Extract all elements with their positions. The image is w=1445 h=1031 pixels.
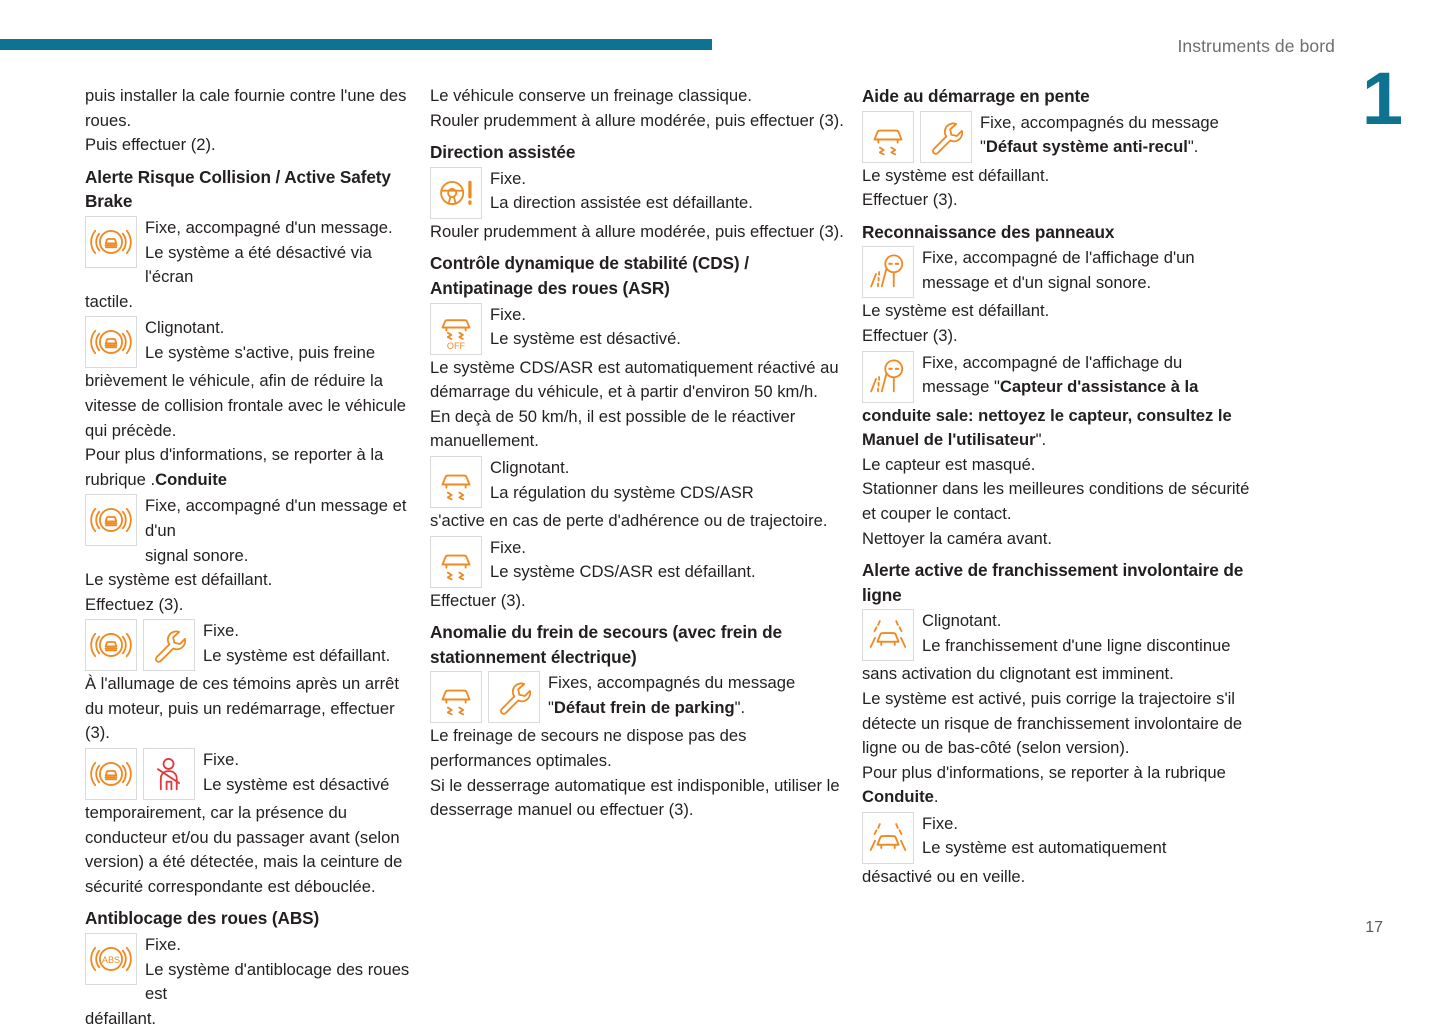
body-paragraph: La régulation du système CDS/ASR bbox=[490, 482, 754, 502]
body-paragraph: Effectuer (3). bbox=[862, 190, 958, 210]
body-paragraph: Rouler prudemment à allure modérée, puis effectuer (3). bbox=[430, 221, 844, 241]
body-paragraph bbox=[922, 351, 1267, 376]
page-number: 17 bbox=[1365, 919, 1383, 936]
tell-tale-description bbox=[980, 111, 1267, 161]
col-2-b14-l1-seg-2: ". bbox=[734, 697, 746, 717]
col-3-b8-l1-seg-0: message " bbox=[922, 377, 1000, 397]
page-columns bbox=[0, 84, 1445, 1031]
tell-tale-entry bbox=[862, 246, 1267, 299]
col-2-b14-l1-seg-0: " bbox=[548, 697, 554, 717]
tell-tale-entry bbox=[85, 316, 412, 369]
esp-icon bbox=[430, 671, 482, 723]
tell-tale-group bbox=[430, 536, 482, 588]
body-paragraph bbox=[862, 761, 1267, 810]
svg-text:ABS: ABS bbox=[101, 954, 121, 965]
lane-departure-icon bbox=[862, 812, 914, 864]
body-paragraph: Le système est activé, puis corrige la trajectoire s'il détecte un risque de franchissement involontaire de ligne ou de bas-côté (selon version). bbox=[862, 688, 1243, 758]
body-paragraph: Le capteur est masqué. bbox=[862, 454, 1036, 474]
tell-tale-group bbox=[430, 671, 540, 723]
body-paragraph: Fixe. bbox=[203, 621, 239, 641]
body-paragraph: Le système d'antiblocage des roues est bbox=[145, 959, 410, 1004]
body-paragraph: Fixe, accompagné d'un message et d'un bbox=[145, 496, 407, 540]
section-heading: Antiblocage des roues (ABS) bbox=[85, 908, 320, 929]
tell-tale-entry bbox=[85, 933, 412, 1007]
body-paragraph: brièvement le véhicule, afin de réduire la vitesse de collision frontale avec le véhicule qui précède. bbox=[85, 371, 406, 440]
text-column-2 bbox=[430, 84, 862, 1031]
col-3-b1-l1-seg-0: " bbox=[980, 137, 986, 157]
body-paragraph: Le système est défaillant. bbox=[85, 570, 273, 590]
tell-tale-entry bbox=[85, 619, 412, 672]
body-paragraph: Effectuer (3). bbox=[430, 590, 526, 610]
tell-tale-description bbox=[145, 316, 412, 366]
body-paragraph: Fixe. bbox=[490, 537, 526, 557]
tell-tale-entry bbox=[430, 303, 844, 356]
tell-tale-description bbox=[490, 536, 844, 586]
body-paragraph: Effectuez (3). bbox=[85, 594, 184, 614]
tell-tale-entry bbox=[430, 536, 844, 589]
collision-warning-icon bbox=[85, 216, 137, 268]
tell-tale-entry bbox=[862, 111, 1267, 164]
esp-icon bbox=[430, 536, 482, 588]
body-paragraph: Le système est désactivé bbox=[203, 774, 390, 794]
body-paragraph: message et d'un signal sonore. bbox=[922, 272, 1152, 292]
page-header-title: Instruments de bord bbox=[1177, 36, 1335, 56]
tell-tale-description bbox=[203, 748, 412, 798]
tell-tale-description bbox=[145, 933, 412, 1007]
body-paragraph bbox=[85, 443, 412, 492]
tell-tale-group bbox=[85, 748, 195, 800]
col-3-b8-l0-seg-0: Fixe, accompagné de l'affichage du bbox=[922, 352, 1183, 372]
esp-icon bbox=[862, 111, 914, 163]
wrench-icon bbox=[143, 619, 195, 671]
traffic-sign-recognition-icon bbox=[862, 351, 914, 403]
tell-tale-group bbox=[862, 351, 914, 403]
tell-tale-description bbox=[548, 671, 844, 721]
tell-tale-description bbox=[922, 246, 1267, 296]
tell-tale-description bbox=[490, 167, 844, 217]
body-paragraph: Le franchissement d'une ligne discontinue bbox=[922, 635, 1231, 655]
tell-tale-entry bbox=[430, 671, 844, 724]
tell-tale-group bbox=[430, 303, 482, 355]
tell-tale-entry bbox=[430, 456, 844, 509]
tell-tale-group bbox=[85, 316, 137, 368]
tell-tale-description bbox=[922, 351, 1267, 401]
col-3-b1-l1-seg-1: Défaut système anti-recul bbox=[985, 137, 1188, 157]
section-heading: Alerte Risque Collision / Active Safety Brake bbox=[85, 166, 391, 212]
lane-departure-icon bbox=[862, 609, 914, 661]
section-heading: Contrôle dynamique de stabilité (CDS) / Antipatinage des roues (ASR) bbox=[430, 253, 749, 298]
tell-tale-entry bbox=[430, 167, 844, 220]
body-paragraph bbox=[862, 404, 1267, 453]
body-paragraph: sans activation du clignotant est imminent. bbox=[862, 664, 1174, 684]
body-paragraph: Clignotant. bbox=[145, 318, 225, 338]
body-paragraph: À l'allumage de ces témoins après un arrêt du moteur, puis un redémarrage, effectuer (3). bbox=[85, 674, 400, 743]
body-paragraph: Le système est défaillant. bbox=[862, 301, 1050, 321]
body-paragraph bbox=[980, 111, 1267, 136]
svg-text:OFF: OFF bbox=[446, 340, 466, 351]
body-paragraph: Le système est désactivé. bbox=[490, 329, 681, 349]
body-paragraph: Effectuer (3). bbox=[862, 325, 958, 345]
tell-tale-group bbox=[85, 494, 137, 546]
col-1-b7-seg-0: Pour plus d'informations, se reporter à la rubrique . bbox=[85, 445, 384, 489]
tell-tale-entry bbox=[862, 609, 1267, 662]
tell-tale-description bbox=[145, 216, 412, 290]
traffic-sign-recognition-icon bbox=[862, 246, 914, 298]
tell-tale-group bbox=[430, 456, 482, 508]
tell-tale-description bbox=[922, 609, 1267, 659]
tell-tale-group bbox=[85, 933, 137, 985]
col-3-b8-cont-seg-0: conduite sale: nettoyez le capteur, consultez le Manuel de l'utilisateur bbox=[862, 405, 1232, 450]
chapter-number: 1 bbox=[1361, 57, 1403, 140]
body-paragraph: Puis effectuer (2). bbox=[85, 135, 216, 155]
body-paragraph: Si le desserrage automatique est indisponible, utiliser le desserrage manuel ou effectuer (3). bbox=[430, 775, 840, 820]
collision-warning-icon bbox=[85, 494, 137, 546]
abs-icon bbox=[85, 933, 137, 985]
col-3-b8-l1-seg-1: Capteur d'assistance à la bbox=[999, 377, 1199, 397]
tell-tale-entry bbox=[85, 748, 412, 801]
body-paragraph bbox=[922, 375, 1267, 400]
tell-tale-description bbox=[203, 619, 412, 669]
body-paragraph: Le système a été désactivé via l'écran bbox=[145, 242, 372, 287]
section-heading: Reconnaissance des panneaux bbox=[862, 221, 1115, 242]
tell-tale-group bbox=[862, 246, 914, 298]
body-paragraph: Stationner dans les meilleures conditions de sécurité et couper le contact. bbox=[862, 479, 1250, 523]
wrench-icon bbox=[488, 671, 540, 723]
text-column-3 bbox=[862, 84, 1362, 1031]
body-paragraph: Clignotant. bbox=[490, 457, 570, 477]
body-paragraph: Fixe. bbox=[490, 168, 526, 188]
col-3-b8-cont-seg-1: ". bbox=[1035, 430, 1047, 450]
body-paragraph: Le système CDS/ASR est défaillant. bbox=[490, 562, 756, 582]
tell-tale-description bbox=[922, 812, 1267, 862]
tell-tale-group bbox=[85, 216, 137, 268]
body-paragraph: temporairement, car la présence du conducteur et/ou du passager avant (selon version) a été détectée, mais la ceinture de sécurité correspondante est débouclée. bbox=[85, 803, 403, 896]
tell-tale-group bbox=[430, 167, 482, 219]
body-paragraph: Le système s'active, puis freine bbox=[145, 342, 376, 362]
tell-tale-entry bbox=[862, 812, 1267, 865]
wrench-icon bbox=[920, 111, 972, 163]
body-paragraph: Le système CDS/ASR est automatiquement réactivé au démarrage du véhicule, et à partir d'environ 50 km/h. bbox=[430, 357, 839, 402]
body-paragraph: En deçà de 50 km/h, il est possible de le réactiver manuellement. bbox=[430, 406, 796, 451]
body-paragraph: Le système est défaillant. bbox=[203, 645, 391, 665]
col-3-b16-seg-1: Conduite bbox=[862, 787, 934, 807]
esp-icon bbox=[430, 456, 482, 508]
col-3-b16-seg-0: Pour plus d'informations, se reporter à la rubrique bbox=[862, 762, 1226, 782]
collision-warning-icon bbox=[85, 316, 137, 368]
body-paragraph bbox=[548, 671, 844, 696]
body-paragraph bbox=[980, 135, 1267, 160]
col-3-b16-seg-2: . bbox=[933, 787, 939, 807]
tell-tale-description bbox=[490, 303, 844, 353]
body-paragraph: Fixe. bbox=[922, 813, 958, 833]
tell-tale-description bbox=[145, 494, 412, 568]
body-paragraph: Rouler prudemment à allure modérée, puis effectuer (3). bbox=[430, 110, 844, 130]
body-paragraph: Clignotant. bbox=[922, 611, 1002, 631]
body-paragraph: désactivé ou en veille. bbox=[862, 866, 1026, 886]
section-heading: Direction assistée bbox=[430, 142, 576, 163]
tell-tale-description bbox=[490, 456, 844, 506]
body-paragraph: signal sonore. bbox=[145, 545, 249, 565]
body-paragraph bbox=[548, 696, 844, 721]
esp-off-icon bbox=[430, 303, 482, 355]
body-paragraph: Le système est défaillant. bbox=[862, 165, 1050, 185]
seatbelt-unfastened-icon bbox=[143, 748, 195, 800]
tell-tale-entry bbox=[85, 494, 412, 568]
tell-tale-entry bbox=[862, 351, 1267, 404]
collision-warning-icon bbox=[85, 619, 137, 671]
text-column-1 bbox=[0, 84, 430, 1031]
tell-tale-group bbox=[85, 619, 195, 671]
tell-tale-entry bbox=[85, 216, 412, 290]
tell-tale-group bbox=[862, 111, 972, 163]
body-paragraph: tactile. bbox=[85, 291, 133, 311]
col-2-b14-l0-seg-0: Fixes, accompagnés du message bbox=[548, 673, 796, 693]
chapter-accent-bar bbox=[0, 39, 712, 50]
col-3-b1-l1-seg-2: ". bbox=[1187, 137, 1199, 157]
col-2-b14-l1-seg-1: Défaut frein de parking bbox=[553, 697, 735, 717]
body-paragraph: Fixe. bbox=[145, 935, 181, 955]
body-paragraph: Le véhicule conserve un freinage classique. bbox=[430, 86, 752, 105]
col-3-b1-l0-seg-0: Fixe, accompagnés du message bbox=[980, 112, 1219, 132]
body-paragraph: Fixe, accompagné de l'affichage d'un bbox=[922, 248, 1195, 268]
body-paragraph: s'active en cas de perte d'adhérence ou de trajectoire. bbox=[430, 510, 828, 530]
body-paragraph: Fixe. bbox=[490, 304, 526, 324]
body-paragraph: Nettoyer la caméra avant. bbox=[862, 528, 1052, 548]
body-paragraph: défaillant. bbox=[85, 1008, 157, 1028]
collision-warning-icon bbox=[85, 748, 137, 800]
body-paragraph: Fixe. bbox=[203, 750, 239, 770]
body-paragraph: Le système est automatiquement bbox=[922, 838, 1167, 858]
power-steering-icon bbox=[430, 167, 482, 219]
section-heading: Alerte active de franchissement involontaire de ligne bbox=[862, 560, 1244, 605]
col-1-b7-seg-1: Conduite bbox=[155, 469, 228, 489]
body-paragraph: puis installer la cale fournie contre l'une des roues. bbox=[85, 86, 407, 130]
section-heading: Aide au démarrage en pente bbox=[862, 86, 1090, 106]
body-paragraph: La direction assistée est défaillante. bbox=[490, 193, 753, 213]
section-heading: Anomalie du frein de secours (avec frein de stationnement électrique) bbox=[430, 622, 782, 667]
tell-tale-group bbox=[862, 609, 914, 661]
tell-tale-group bbox=[862, 812, 914, 864]
body-paragraph: Le freinage de secours ne dispose pas des performances optimales. bbox=[430, 726, 747, 770]
body-paragraph: Fixe, accompagné d'un message. bbox=[145, 217, 393, 237]
